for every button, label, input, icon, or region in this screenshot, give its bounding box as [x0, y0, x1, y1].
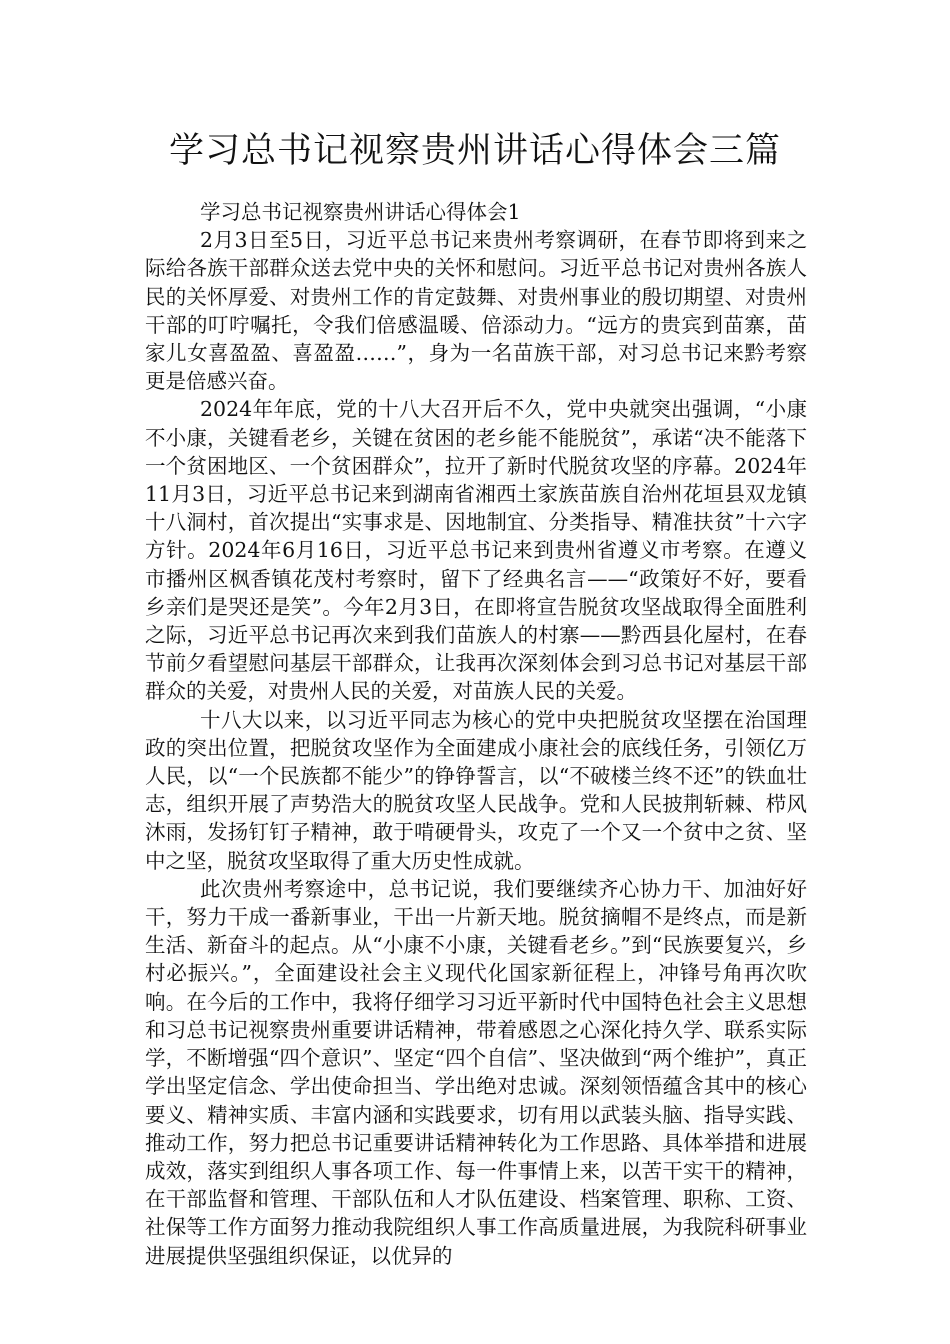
paragraph-2: 2024年年底，党的十八大召开后不久，党中央就突出强调，“小康不小康，关键看老乡，关键在贫困的老乡能不能脱贫”，承诺“决不能落下一个贫困地区、一个贫困群众”，拉开了新时代脱贫攻坚的序幕。2024年11月3日，习近平总书记来到湖南省湘西土家族苗族自治州花垣县双龙镇十八洞村，首次提出“实事求是、因地制宜、分类指导、精准扶贫”十六字方针。2024年6月16日，习近平总书记来到贵州省遵义市考察。在遵义市播州区枫香镇花茂村考察时，留下了经典名言——“政策好不好，要看乡亲们是哭还是笑”。今年2月3日，在即将宣告脱贫攻坚战取得全面胜利之际，习近平总书记再次来到我们苗族人的村寨——黔西县化屋村，在春节前夕看望慰问基层干部群众，让我再次深刻体会到习总书记对基层干部群众的关爱，对贵州人民的关爱，对苗族人民的关爱。 — [145, 397, 807, 704]
paragraph-4: 此次贵州考察途中，总书记说，我们要继续齐心协力干、加油好好干，努力干成一番新事业，干出一片新天地。脱贫摘帽不是终点，而是新生活、新奋斗的起点。从“小康不小康，关键看老乡。”到“民族要复兴，乡村必振兴。”，全面建设社会主义现代化国家新征程上，冲锋号角再次吹响。在今后的工作中，我将仔细学习习近平新时代中国特色社会主义思想和习总书记视察贵州重要讲话精神，带着感恩之心深化持久学、联系实际学，不断增强“四个意识”、坚定“四个自信”、坚决做到“两个维护”，真正学出坚定信念、学出使命担当、学出绝对忠诚。深刻领悟蕴含其中的核心要义、精神实质、丰富内涵和实践要求，切有用以武装头脑、指导实践、推动工作，努力把总书记重要讲话精神转化为工作思路、具体举措和进展成效，落实到组织人事各项工作、每一件事情上来，以苦干实干的精神，在干部监督和管理、干部队伍和人才队伍建设、档案管理、职称、工资、社保等工作方面努力推动我院组织人事工作高质量进展，为我院科研事业进展提供坚强组织保证，以优异的 — [145, 876, 807, 1268]
document-title: 学习总书记视察贵州讲话心得体会三篇 — [168, 131, 781, 171]
document-body — [145, 198, 807, 1270]
paragraph-1: 2月3日至5日，习近平总书记来贵州考察调研，在春节即将到来之际给各族干部群众送去党中央的关怀和慰问。习近平总书记对贵州各族人民的关怀厚爱、对贵州工作的肯定鼓舞、对贵州事业的殷切期望、对贵州干部的叮咛嘱托，令我们倍感温暖、倍添动力。“远方的贵宾到苗寨，苗家儿女喜盈盈、喜盈盈……”，身为一名苗族干部，对习总书记来黔考察更是倍感兴奋。 — [145, 228, 807, 394]
paragraph-3: 十八大以来，以习近平同志为核心的党中央把脱贫攻坚摆在治国理政的突出位置，把脱贫攻坚作为全面建成小康社会的底线任务，引领亿万人民，以“一个民族都不能少”的铮铮誓言，以“不破楼兰终不还”的铁血壮志，组织开展了声势浩大的脱贫攻坚人民战争。党和人民披荆斩棘、栉风沐雨，发扬钉钉子精神，敢于啃硬骨头，攻克了一个又一个贫中之贫、坚中之坚，脱贫攻坚取得了重大历史性成就。 — [145, 707, 807, 873]
section-heading: 学习总书记视察贵州讲话心得体会1 — [200, 200, 521, 224]
